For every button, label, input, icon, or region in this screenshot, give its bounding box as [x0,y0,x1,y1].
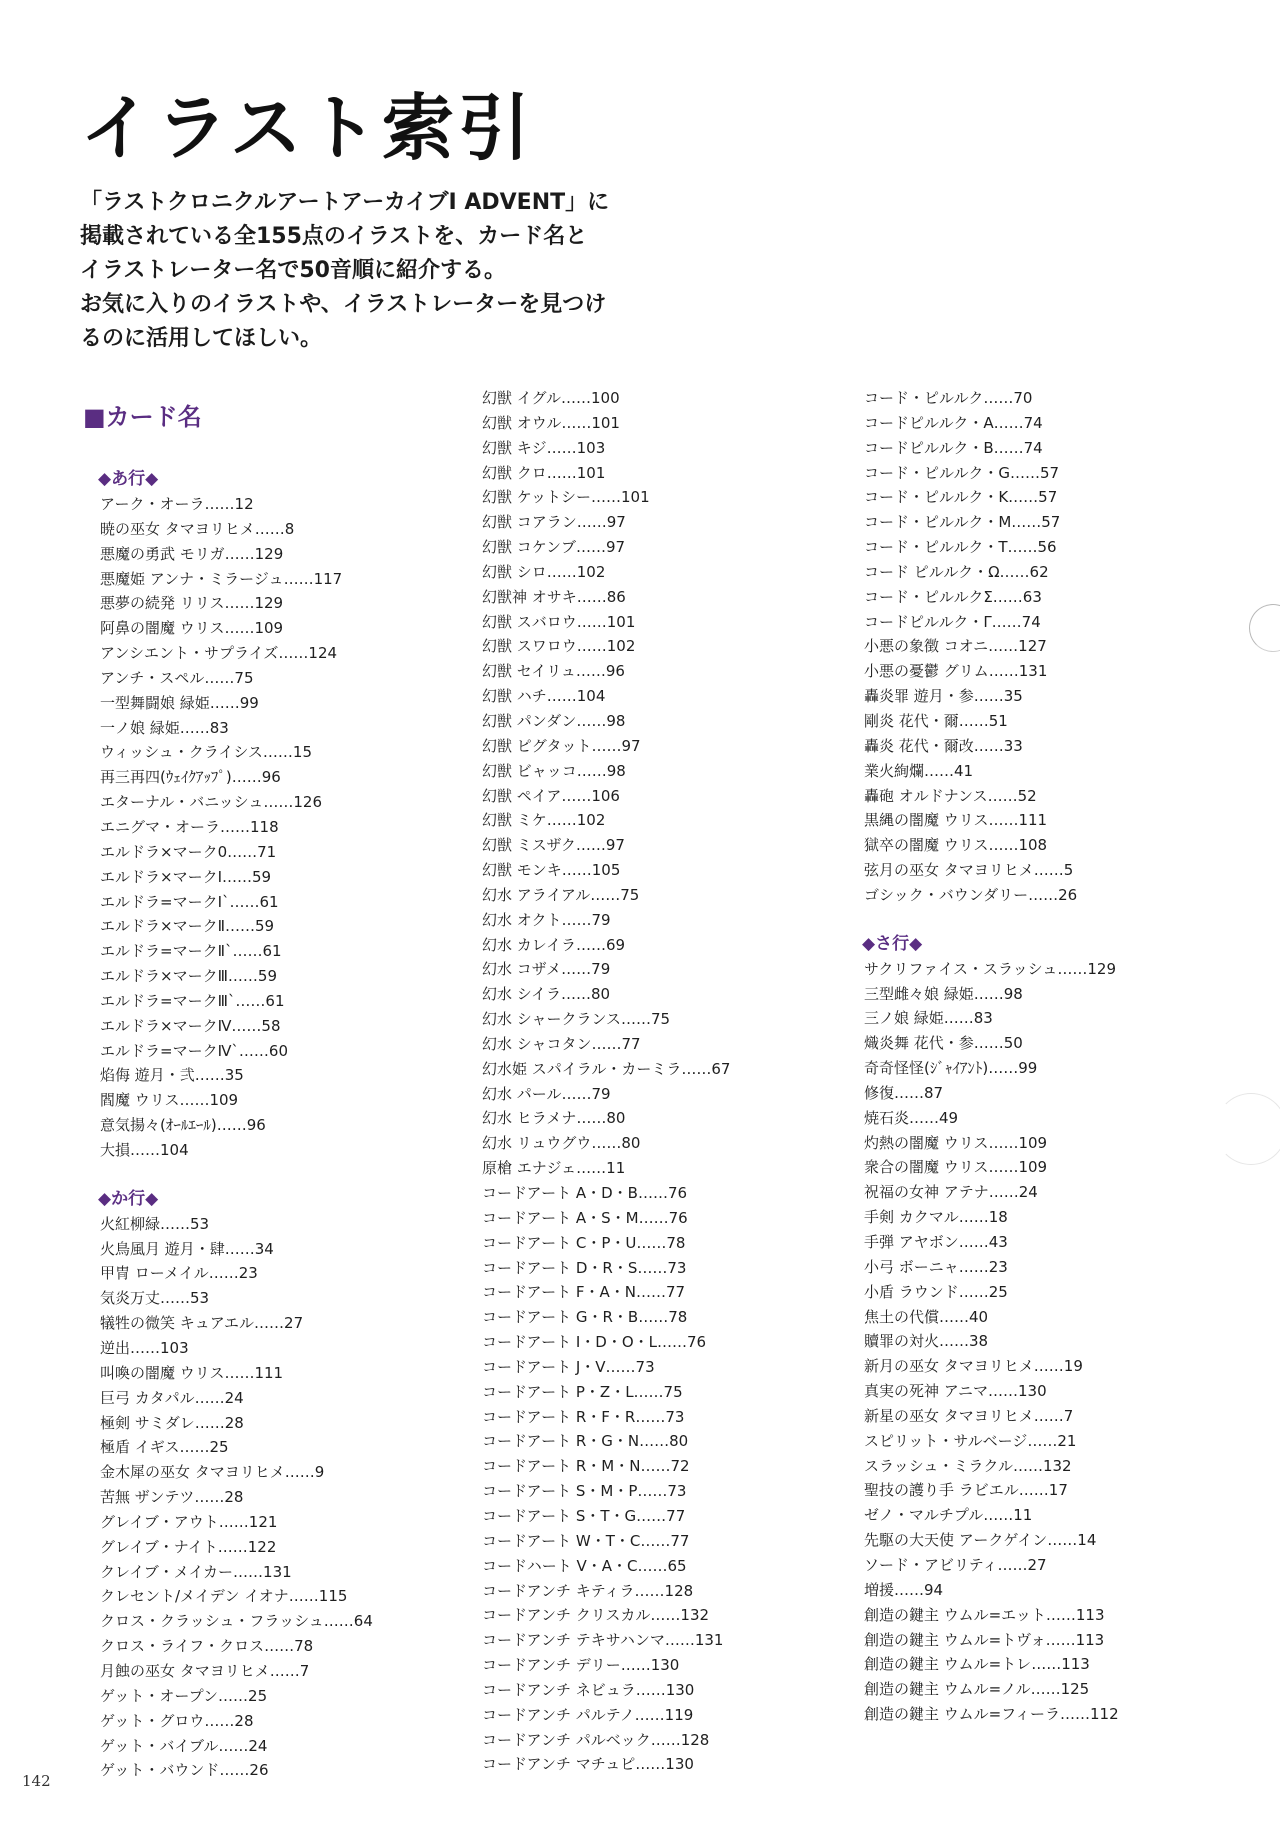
index-list-a [98,492,373,1163]
index-entry: 幻水姫 スパイラル・カーミラ……67 [482,1059,731,1078]
index-entry: 三ノ娘 緑姫……83 [864,1009,993,1028]
index-entry: 苦無 ザンテツ……28 [100,1488,244,1507]
punch-hole-mark [1249,604,1280,652]
index-entry: コードアート J・V……73 [482,1357,655,1376]
index-entry: ゲット・バウンド……26 [100,1761,269,1780]
index-entry: コードアンチ ネビュラ……130 [482,1680,695,1699]
index-entry: 創造の鍵主 ウムル=フィーラ……112 [864,1705,1119,1724]
index-entry: グレイブ・ナイト……122 [100,1537,277,1556]
index-entry: コードアート S・T・G……77 [482,1506,686,1525]
index-entry: 悪魔姫 アンナ・ミラージュ……117 [100,569,343,588]
index-entry: 増援……94 [864,1580,944,1599]
index-entry: 幻獣 ビャッコ……98 [482,761,626,780]
index-entry: 犠牲の微笑 キュアエル……27 [100,1314,304,1333]
index-entry: ゲット・バイブル……24 [100,1736,268,1755]
index-entry: エルドラ=マークⅡ`……61 [100,942,282,961]
index-entry: ソード・アビリティ……27 [864,1555,1047,1574]
index-list-ka [98,1212,373,1783]
index-entry: エルドラ×マークⅢ……59 [100,967,277,986]
index-entry: スピリット・サルベージ……21 [864,1431,1077,1450]
index-entry: コードアート S・M・P……73 [482,1482,687,1501]
page-title: イラスト索引 [80,86,534,170]
index-entry: 贖罪の対火……38 [864,1332,989,1351]
index-entry: 幻獣 キジ……103 [482,438,606,457]
index-entry: コードアンチ デリー……130 [482,1656,680,1675]
index-entry: 月蝕の巫女 タマヨリヒメ……7 [100,1661,310,1680]
index-entry: クレセント/メイデン イオナ……115 [100,1587,348,1606]
index-entry: 幻獣 オウル……101 [482,413,620,432]
index-entry: ゴシック・バウンダリー……26 [864,885,1078,904]
index-column-2 [482,386,730,1777]
intro-line: 「ラストクロニクルアートアーカイブⅠ ADVENT」に [80,190,610,215]
index-entry: 悪魔の勇武 モリガ……129 [100,544,284,563]
index-entry: 暁の巫女 タマヨリヒメ……8 [100,519,295,538]
index-entry: コードピルルク・A……74 [864,413,1043,432]
index-entry: 新月の巫女 タマヨリヒメ……19 [864,1357,1083,1376]
index-entry: 火紅柳緑……53 [100,1214,210,1233]
index-entry: ゲット・オープン……25 [100,1686,268,1705]
index-entry: コードアート I・D・O・L……76 [482,1333,707,1352]
index-entry: コードアンチ マチュピ……130 [482,1755,694,1774]
index-entry: ゼノ・マルチプル……11 [864,1506,1033,1525]
index-entry: 幻獣 ピグタット……97 [482,736,641,755]
index-list-gen [482,386,730,1777]
index-entry: コードアート F・A・N……77 [482,1283,686,1302]
index-entry: 意気揚々(ｵｰﾙｴｰﾙ)……96 [100,1116,266,1135]
index-entry: 先駆の大天使 アークゲイン……14 [864,1531,1097,1550]
index-entry: コード・ピルルク・G……57 [864,463,1060,482]
index-entry: 一ノ娘 緑姫……83 [100,718,229,737]
index-entry: 阿鼻の闇魔 ウリス……109 [100,619,284,638]
index-entry: 幻獣 ミスザク……97 [482,836,625,855]
index-entry: 小悪の憂鬱 グリム……131 [864,662,1048,681]
index-entry: 小弓 ボーニャ……23 [864,1257,1008,1276]
index-entry: コード ピルルク・Ω……62 [864,562,1049,581]
index-entry: 甲冑 ローメイル……23 [100,1264,258,1283]
index-entry: コードアンチ キティラ……128 [482,1581,694,1600]
index-column-1 [98,467,373,1783]
index-entry: 幻獣 コケンブ……97 [482,538,626,557]
index-entry: 弦月の巫女 タマヨリヒメ……5 [864,861,1074,880]
index-entry: 聖技の護り手 ラビエル……17 [864,1481,1068,1500]
index-entry: 幻獣 ペイア……106 [482,786,620,805]
index-entry: 極剣 サミダレ……28 [100,1413,244,1432]
index-entry: コードアート A・D・B……76 [482,1184,688,1202]
section-heading-card-names: ■カード名 [83,403,202,431]
index-entry: アンチ・スペル……75 [100,668,254,687]
index-entry: 悪夢の続発 リリス……129 [100,594,284,613]
index-entry: 幻獣神 オサキ……86 [482,587,626,606]
index-entry: 幻獣 スバロウ……101 [482,612,636,631]
index-entry: コードアート R・F・R……73 [482,1407,685,1426]
index-entry: ウィッシュ・クライシス……15 [100,743,312,762]
index-entry: 幻水 シャコタン……77 [482,1034,641,1053]
index-entry: 業火絢爛……41 [864,761,974,780]
index-entry: エルドラ×マークⅡ……59 [100,917,275,936]
index-entry: 創造の鍵主 ウムル=エット……113 [864,1605,1105,1624]
index-entry: クロス・ライフ・クロス……78 [100,1637,314,1656]
index-entry: 幻水 シャークランス……75 [482,1010,671,1029]
index-entry: コードピルルク・B……74 [864,438,1043,457]
index-entry: コードアート A・S・M……76 [482,1208,688,1227]
index-entry: 新星の巫女 タマヨリヒメ……7 [864,1406,1074,1425]
index-entry: 幻獣 パンダン……98 [482,711,626,730]
index-entry: 手弾 アヤボン……43 [864,1233,1008,1251]
index-entry: コードアート P・Z・L……75 [482,1382,683,1401]
index-entry: コードアンチ クリスカル……132 [482,1606,710,1625]
intro-line: るのに活用してほしい。 [80,326,323,351]
intro-line: お気に入りのイラストや、イラストレーターを見つけ [80,292,607,317]
index-entry: コードアート R・M・N……72 [482,1457,690,1476]
index-entry: 灼熱の闇魔 ウリス……109 [864,1133,1048,1152]
index-entry: コードアート C・P・U……78 [482,1233,686,1252]
intro-line: 掲載されている全155点のイラストを、カード名と [80,224,588,249]
index-entry: 奇奇怪怪(ｼﾞｬｲｱﾝﾄ)……99 [864,1059,1038,1078]
index-entry: 金木犀の巫女 タマヨリヒメ……9 [100,1463,325,1482]
index-entry: コード・ピルルク……70 [864,389,1033,407]
index-entry: 幻水 コザメ……79 [482,960,611,979]
index-entry: エルドラ×マークⅠ……59 [100,867,272,886]
index-entry: 創造の鍵主 ウムル=トレ……113 [864,1655,1090,1674]
index-entry: 小悪の象徴 コオニ……127 [864,637,1047,656]
index-entry: 幻獣 ケットシー……101 [482,488,650,507]
index-entry: 幻水 オクト……79 [482,910,611,929]
index-entry: 気炎万丈……53 [100,1289,210,1308]
index-entry: 幻獣 イグル……100 [482,389,620,407]
index-entry: 熾炎舞 花代・参……50 [864,1034,1023,1053]
index-entry: 火鳥風月 遊月・肆……34 [100,1239,274,1258]
index-entry: コードアート W・T・C……77 [482,1531,690,1550]
index-entry: 幻獣 コアラン……97 [482,513,626,532]
index-entry: 真実の死神 アニマ……130 [864,1382,1047,1401]
index-entry: 幻獣 ミケ……102 [482,811,606,830]
index-entry: コードアート D・R・S……73 [482,1258,687,1277]
index-entry: サクリファイス・スラッシュ……129 [864,959,1116,978]
index-entry: 叫喚の闇魔 ウリス……111 [100,1363,284,1382]
index-entry: 小盾 ラウンド……25 [864,1282,1008,1301]
index-entry: アーク・オーラ……12 [100,495,254,513]
index-entry: エターナル・バニッシュ……126 [100,793,322,812]
index-entry: コードアート R・G・N……80 [482,1432,689,1451]
index-entry: 幻水 カレイラ……69 [482,935,626,954]
punch-hole-mark [1215,1093,1280,1165]
index-entry: 焰侮 遊月・弐……35 [100,1066,244,1085]
index-entry: ゲット・グロウ……28 [100,1711,254,1730]
index-entry: 剛炎 花代・爾……51 [864,711,1008,730]
index-entry: 衆合の闇魔 ウリス……109 [864,1158,1048,1177]
index-column-3 [862,386,1119,1727]
index-entry: コードアート G・R・B……78 [482,1308,688,1327]
index-entry: 三型雌々娘 緑姫……98 [864,984,1023,1003]
index-entry: 幻獣 ハチ……104 [482,687,606,706]
group-heading-ka: ◆か行◆ [98,1188,159,1209]
index-entry: 巨弓 カタパル……24 [100,1388,244,1407]
index-entry: 幻水 ヒラメナ……80 [482,1109,626,1128]
index-entry: コード・ピルルク・M……57 [864,513,1061,532]
index-entry: 修復……87 [864,1083,944,1102]
index-entry: コードアンチ パルテノ……119 [482,1705,694,1724]
index-entry: 幻獣 クロ……101 [482,463,606,482]
index-entry: 轟砲 オルドナンス……52 [864,786,1037,805]
index-entry: 獄卒の闇魔 ウリス……108 [864,836,1048,855]
index-entry: 幻水 シイラ……80 [482,985,611,1004]
index-entry: スラッシュ・ミラクル……132 [864,1456,1072,1475]
index-entry: 焦土の代償……40 [864,1307,989,1326]
index-entry: 一型舞闘娘 緑姫……99 [100,693,259,712]
index-entry: エニグマ・オーラ……118 [100,817,279,836]
index-entry: エルドラ=マークⅠ`……61 [100,892,279,911]
index-entry: 手剣 カクマル……18 [864,1208,1008,1227]
index-entry: 焼石炎……49 [864,1108,959,1127]
index-entry: 再三再四(ｳｪｲｸｱｯﾌﾟ)……96 [100,768,281,787]
index-entry: 極盾 イギス……25 [100,1438,229,1457]
index-entry: 大損……104 [100,1140,189,1159]
page-number: 142 [22,1772,51,1790]
index-entry: アンシエント・サプライズ……124 [100,644,338,663]
index-entry: エルドラ×マークⅣ……58 [100,1016,281,1035]
index-entry: コードハート V・A・C……65 [482,1556,687,1575]
index-entry: コード・ピルルク・K……57 [864,488,1058,507]
index-entry: 轟炎罪 遊月・参……35 [864,687,1023,706]
index-entry: エルドラ=マークⅢ`……61 [100,991,285,1010]
index-entry: 幻獣 モンキ……105 [482,861,621,880]
index-list-ko [862,386,1119,908]
index-entry: コード・ピルルクΣ……63 [864,587,1042,606]
index-entry: クレイブ・メイカー……131 [100,1562,292,1581]
index-entry: エルドラ=マークⅣ`……60 [100,1041,288,1060]
index-list-sa [862,957,1119,1727]
index-entry: 幻水 アライアル……75 [482,885,640,904]
index-entry: 創造の鍵主 ウムル=トヴォ……113 [864,1630,1105,1649]
intro-line: イラストレーター名で50音順に紹介する。 [80,258,506,283]
index-entry: 逆出……103 [100,1339,189,1357]
index-entry: 幻獣 セイリュ……96 [482,662,625,681]
index-entry: 祝福の女神 アテナ……24 [864,1183,1038,1202]
index-entry: クロス・クラッシュ・フラッシュ……64 [100,1612,373,1631]
index-entry: コードアンチ テキサハンマ……131 [482,1631,724,1650]
index-entry: コードアンチ パルベック……128 [482,1730,710,1749]
index-entry: 幻獣 スワロウ……102 [482,637,636,656]
index-entry: 轟炎 花代・爾改……33 [864,736,1023,755]
group-heading-a: ◆あ行◆ [98,469,159,489]
index-entry: 創造の鍵主 ウムル=ノル……125 [864,1680,1090,1699]
group-heading-sa: ◆さ行◆ [862,933,923,954]
index-entry: 黒縄の闇魔 ウリス……111 [864,811,1048,830]
index-entry: 幻水 リュウグウ……80 [482,1134,641,1153]
index-entry: 原槍 エナジェ……11 [482,1159,626,1178]
index-entry: コード・ピルルク・T……56 [864,538,1057,557]
index-entry: 幻水 パール……79 [482,1084,611,1103]
index-entry: グレイブ・アウト……121 [100,1512,278,1531]
index-entry: エルドラ×マーク0……71 [100,842,277,861]
index-entry: コードピルルク・Γ……74 [864,612,1041,631]
index-entry: 閻魔 ウリス……109 [100,1091,239,1110]
index-entry: 幻獣 シロ……102 [482,562,606,581]
intro-paragraph [80,186,680,356]
